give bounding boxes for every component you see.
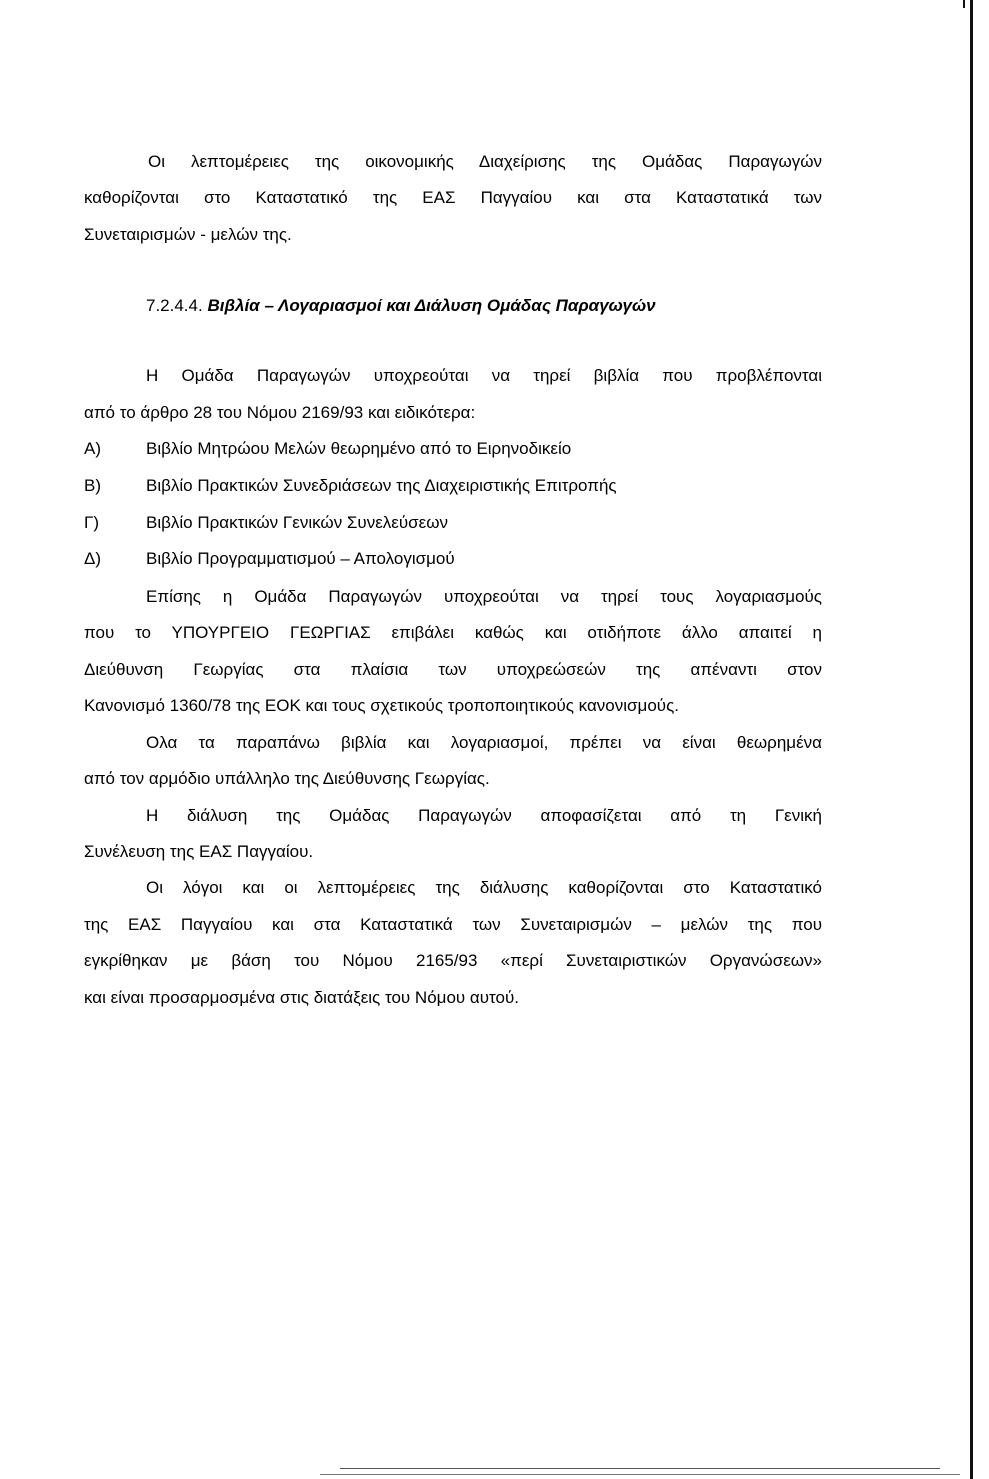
book-item-text: Βιβλίο Μητρώου Μελών θεωρημένο από το Ειρηνοδικείο [146, 439, 572, 458]
para4-line2: από τον αρμόδιο υπάλληλο της Διεύθυνσης Γεωργίας. [84, 769, 490, 788]
book-item-label: Β) [84, 476, 101, 495]
bottom-rule [320, 1474, 960, 1475]
para6-line1: Οι λόγοι και οι λεπτομέρειες της διάλυσης καθορίζονται στο Καταστατικό [146, 878, 822, 897]
para3-line4: Κανονισμό 1360/78 της ΕΟΚ και τους σχετικούς τροποποιητικούς κανονισμούς. [84, 696, 679, 715]
section-title: Βιβλία – Λογαριασμοί και Διάλυση Ομάδας Παραγωγών [207, 296, 656, 315]
para1-line1: Οι λεπτομέρειες της οικονομικής Διαχείρισης της Ομάδας Παραγωγών [148, 152, 822, 171]
para2-line2: από το άρθρο 28 του Νόμου 2169/93 και ειδικότερα: [84, 403, 476, 422]
book-item-text: Βιβλίο Πρακτικών Γενικών Συνελεύσεων [146, 513, 449, 532]
bottom-rule [340, 1468, 940, 1469]
para2-line1: Η Ομάδα Παραγωγών υποχρεούται να τηρεί βιβλία που προβλέπονται [146, 366, 822, 385]
page-edge-rule [970, 0, 973, 1479]
para5-line2: Συνέλευση της ΕΑΣ Παγγαίου. [84, 842, 314, 861]
para3-line2: που το ΥΠΟΥΡΓΕΙΟ ΓΕΩΡΓΙΑΣ επιβάλει καθώς και οτιδήποτε άλλο απαιτεί η [84, 623, 822, 642]
section-number: 7.2.4.4. [146, 296, 203, 315]
para3-line1: Επίσης η Ομάδα Παραγωγών υποχρεούται να τηρεί τους λογαριασμούς [146, 587, 822, 606]
book-item-label: Γ) [84, 513, 100, 532]
page-edge-mark [963, 0, 965, 8]
para3-line3: Διεύθυνση Γεωργίας στα πλαίσια των υποχρεώσεών της απέναντι στον [84, 660, 822, 679]
para1-line2: καθορίζονται στο Καταστατικό της ΕΑΣ Παγγαίου και στα Καταστατικά των [84, 188, 822, 207]
book-item-text: Βιβλίο Πρακτικών Συνεδριάσεων της Διαχειριστικής Επιτροπής [146, 476, 617, 495]
para6-line4: και είναι προσαρμοσμένα στις διατάξεις του Νόμου αυτού. [84, 988, 519, 1007]
para6-line2: της ΕΑΣ Παγγαίου και στα Καταστατικά των Συνεταιρισμών – μελών της που [84, 915, 822, 934]
book-item-label: Δ) [84, 549, 102, 568]
para4-line1: Ολα τα παραπάνω βιβλία και λογαριασμοί, πρέπει να είναι θεωρημένα [146, 733, 822, 752]
section-heading [146, 295, 656, 317]
para6-line3: εγκρίθηκαν με βάση του Νόμου 2165/93 «περί Συνεταιριστικών Οργανώσεων» [84, 951, 822, 970]
book-item-label: Α) [84, 439, 101, 458]
para5-line1: Η διάλυση της Ομάδας Παραγωγών αποφασίζεται από τη Γενική [146, 806, 822, 825]
book-item-text: Βιβλίο Προγραμματισμού – Απολογισμού [146, 549, 455, 568]
para1-line3: Συνεταιρισμών - μελών της. [84, 225, 292, 244]
